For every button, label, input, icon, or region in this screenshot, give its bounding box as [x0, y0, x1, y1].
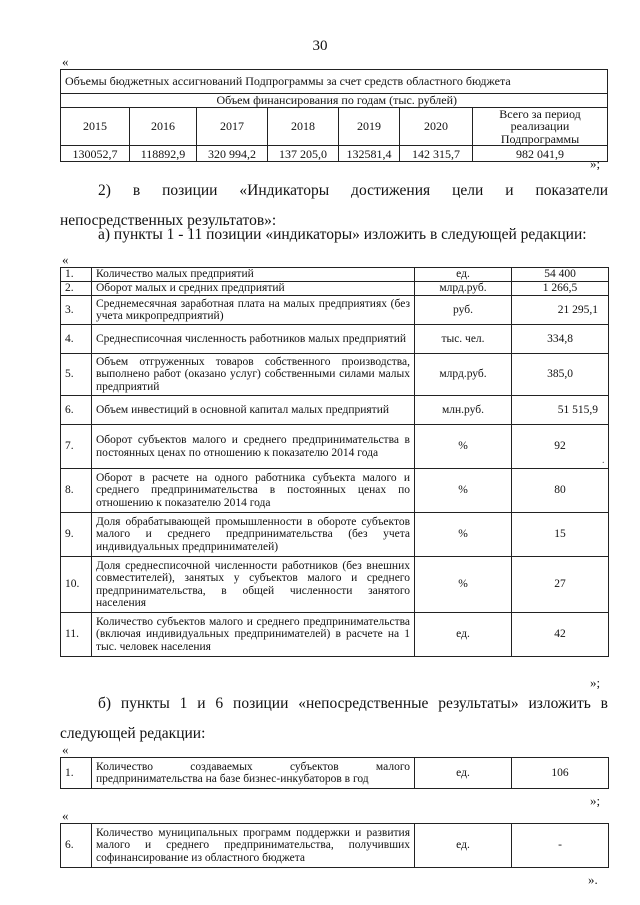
result-unit: ед. — [415, 824, 512, 868]
indicator-name: Оборот малых и средних предприятий — [92, 282, 415, 296]
indicator-name: Среднесписочная численность работников малых предприятий — [92, 325, 415, 354]
indicator-value: 42 — [512, 613, 609, 657]
indicator-unit: млн.руб. — [415, 396, 512, 425]
row-number: 8. — [61, 469, 92, 513]
indicator-value: 21 295,1 — [512, 296, 609, 325]
paragraph-2: 2) в позиции «Индикаторы достижения цели и показатели непосредственных результатов»: — [60, 182, 608, 229]
results-1-open-quote: « — [62, 742, 69, 757]
budget-close-quote: »; — [590, 156, 601, 171]
indicator-unit: млрд.руб. — [415, 354, 512, 396]
total-header: Всего за период реализации Подпрограммы — [473, 108, 608, 146]
year-value: 320 994,2 — [197, 146, 268, 162]
row-number: 2. — [61, 282, 92, 296]
indicator-name: Оборот в расчете на одного работника субъекта малого и среднего предпринимательства в постоянных ценах по отношению к показателю 2014 года — [92, 469, 415, 513]
total-value: 982 041,9 — [473, 146, 608, 162]
indicator-name: Среднемесячная заработная плата на малых предприятиях (без учета микропредприятий) — [92, 296, 415, 325]
indicator-name: Доля обрабатывающей промышленности в обороте субъектов малого и среднего предпринимательства (без учета индивидуальных предпринимателей) — [92, 513, 415, 557]
indicators-table — [60, 267, 609, 657]
year-header: 2016 — [130, 108, 197, 146]
indicator-name: Количество малых предприятий — [92, 268, 415, 282]
indicator-unit: % — [415, 557, 512, 613]
results-6-open-quote: « — [62, 808, 69, 823]
indicator-name: Оборот субъектов малого и среднего предпринимательства в постоянных ценах по отношению к показателю 2014 года — [92, 425, 415, 469]
indicator-name: Объем отгруженных товаров собственного производства, выполнено работ (оказано услуг) собственными силами малых предприятий — [92, 354, 415, 396]
result-name: Количество создаваемых субъектов малого предпринимательства на базе бизнес-инкубаторов в год — [92, 758, 415, 789]
row-number: 9. — [61, 513, 92, 557]
indicator-unit: % — [415, 425, 512, 469]
indicator-value: 15 — [512, 513, 609, 557]
result-value: 106 — [512, 758, 609, 789]
year-value: 130052,7 — [61, 146, 130, 162]
results-1-table — [60, 757, 609, 789]
paragraph-a: а) пункты 1 - 11 позиции «индикаторы» изложить в следующей редакции: — [98, 226, 587, 243]
row-number: 11. — [61, 613, 92, 657]
indicator-value: 54 400 — [512, 268, 609, 282]
indicator-unit: млрд.руб. — [415, 282, 512, 296]
budget-title: Объемы бюджетных ассигнований Подпрограммы за счет средств областного бюджета — [61, 70, 608, 94]
indicator-name: Объем инвестиций в основной капитал малых предприятий — [92, 396, 415, 425]
indicator-unit: тыс. чел. — [415, 325, 512, 354]
paragraph-b: б) пункты 1 и 6 позиции «непосредственные результаты» изложить в следующей редакции: — [60, 695, 608, 742]
result-unit: ед. — [415, 758, 512, 789]
indicator-value: 51 515,9 — [512, 396, 609, 425]
row-number: 10. — [61, 557, 92, 613]
year-header: 2015 — [61, 108, 130, 146]
row-number: 4. — [61, 325, 92, 354]
year-header: 2018 — [268, 108, 339, 146]
row-number: 3. — [61, 296, 92, 325]
row-number: 6. — [61, 396, 92, 425]
indicator-unit: % — [415, 513, 512, 557]
indicator-value: 92 — [512, 425, 609, 469]
indicator-value: 80 — [512, 469, 609, 513]
results-1-close-quote: »; — [590, 793, 601, 808]
indicator-value: 385,0 — [512, 354, 609, 396]
result-value: - — [512, 824, 609, 868]
indicators-open-quote: « — [62, 252, 69, 267]
row-number: 7. — [61, 425, 92, 469]
row-number: 1. — [61, 758, 92, 789]
indicator-unit: ед. — [415, 268, 512, 282]
indicator-unit: % — [415, 469, 512, 513]
budget-subtitle: Объем финансирования по годам (тыс. рублей) — [61, 94, 608, 108]
year-value: 118892,9 — [130, 146, 197, 162]
budget-table — [60, 69, 608, 162]
year-value: 142 315,7 — [400, 146, 473, 162]
budget-open-quote: « — [62, 54, 69, 69]
indicator-name: Доля среднесписочной численности работников (без внешних совместителей), занятых у субъектов малого и среднего предпринимательства, в общей численности занятого населения — [92, 557, 415, 613]
indicator-name: Количество субъектов малого и среднего предпринимательства (включая индивидуальных предпринимателей) в расчете на 1 тыс. человек населения — [92, 613, 415, 657]
row-number: 5. — [61, 354, 92, 396]
indicator-value: 27 — [512, 557, 609, 613]
results-6-close-quote: ». — [588, 872, 598, 887]
indicators-close-quote: »; — [590, 675, 601, 690]
result-name: Количество муниципальных программ поддержки и развития малого и среднего предпринимательства, получивших софинансирование из областного бюджета — [92, 824, 415, 868]
row-number: 1. — [61, 268, 92, 282]
indicator-value: 334,8 — [512, 325, 609, 354]
year-header: 2019 — [339, 108, 400, 146]
page-number: 30 — [312, 38, 328, 54]
results-6-table — [60, 823, 609, 868]
year-value: 132581,4 — [339, 146, 400, 162]
year-header: 2020 — [400, 108, 473, 146]
indicator-unit: ед. — [415, 613, 512, 657]
stray-mark: . — [602, 455, 605, 466]
row-number: 6. — [61, 824, 92, 868]
year-header: 2017 — [197, 108, 268, 146]
indicator-unit: руб. — [415, 296, 512, 325]
year-value: 137 205,0 — [268, 146, 339, 162]
indicator-value: 1 266,5 — [512, 282, 609, 296]
